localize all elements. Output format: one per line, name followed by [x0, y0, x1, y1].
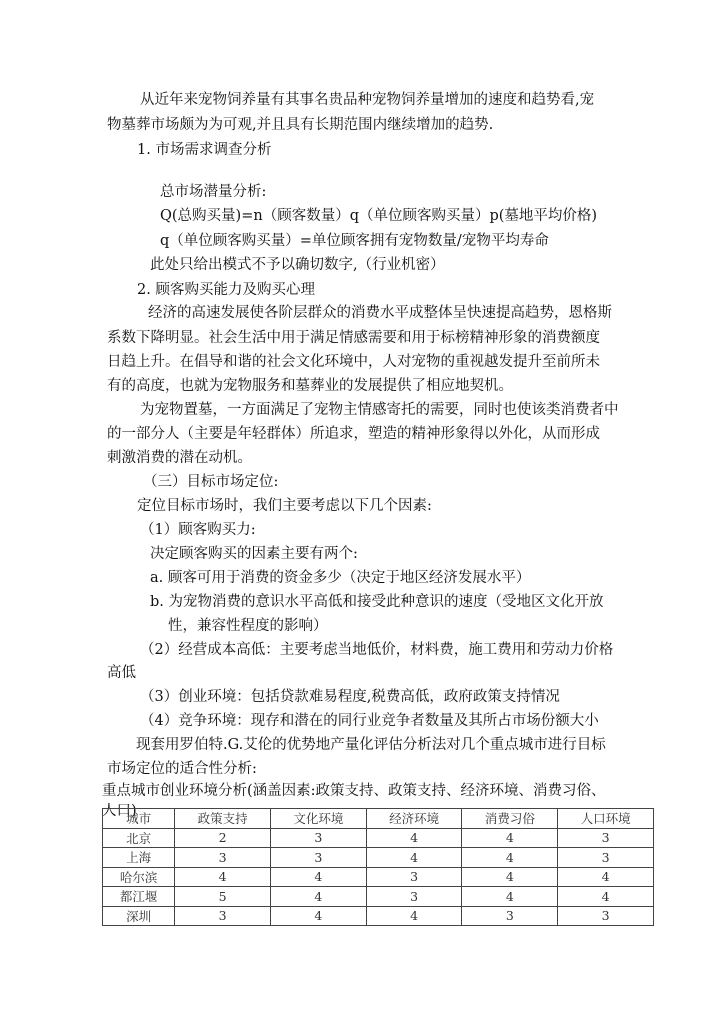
- table-cell: 2: [175, 828, 271, 848]
- table-row: [103, 887, 654, 907]
- header-cell: 城市: [103, 809, 175, 829]
- text-line: 经济的高速发展使各阶层群众的消费水平成整体呈快速提高趋势，恩格斯: [148, 305, 612, 321]
- table-cell: 4: [366, 906, 462, 926]
- text-line: 现套用罗伯特.G.艾伦的优势地产量化评估分析法对几个重点城市进行目标: [136, 737, 606, 753]
- text-line: 人口): [102, 803, 137, 819]
- header-cell: 消费习俗: [462, 809, 558, 829]
- text-line: 总市场潜量分析:: [160, 184, 267, 200]
- table-cell: 都江堰: [103, 887, 175, 907]
- table-cell: 4: [558, 867, 654, 887]
- table-cell: 3: [175, 848, 271, 868]
- text-line: 从近年来宠物饲养量有其事名贵品种宠物饲养量增加的速度和趋势看,宠: [140, 92, 595, 108]
- table-row: [103, 867, 654, 887]
- text-line: （3）创业环境：包括贷款难易程度,税费高低，政府政策支持情况: [140, 689, 560, 705]
- table-cell: 4: [271, 887, 367, 907]
- table-cell: 4: [462, 867, 558, 887]
- table-cell: 4: [366, 848, 462, 868]
- text-line: 1. 市场需求调查分析: [137, 142, 272, 158]
- table-cell: 哈尔滨: [103, 867, 175, 887]
- text-line: b. 为宠物消费的意识水平高低和接受此种意识的速度（受地区文化开放: [150, 594, 604, 610]
- table-cell: 4: [271, 906, 367, 926]
- text-line: 重点城市创业环境分析(涵盖因素:政策支持、政策支持、经济环境、消费习俗、: [102, 783, 606, 799]
- text-line: 2. 顾客购买能力及购买心理: [137, 282, 315, 298]
- text-line: （4）竞争环境：现存和潜在的同行业竞争者数量及其所占市场份额大小: [140, 713, 599, 729]
- table-cell: 3: [558, 906, 654, 926]
- table-cell: 4: [175, 867, 271, 887]
- text-line: 高低: [107, 665, 136, 681]
- text-line: 有的高度，也就为宠物服务和墓葬业的发展提供了相应地契机。: [107, 378, 513, 394]
- text-line: 刺激消费的潜在动机。: [107, 450, 252, 466]
- text-line: （1）顾客购买力:: [140, 522, 256, 538]
- text-line: 定位目标市场时，我们主要考虑以下几个因素:: [137, 498, 432, 514]
- table-cell: 3: [558, 828, 654, 848]
- table-cell: 5: [175, 887, 271, 907]
- table-cell: 3: [271, 848, 367, 868]
- text-line: 为宠物置墓，一方面满足了宠物主情感寄托的需要，同时也使该类消费者中: [140, 402, 619, 418]
- table-cell: 4: [366, 828, 462, 848]
- text-line: q（单位顾客购买量）=单位顾客拥有宠物数量/宠物平均寿命: [160, 233, 549, 249]
- table-cell: 3: [462, 906, 558, 926]
- header-cell: 人口环境: [558, 809, 654, 829]
- table-cell: 北京: [103, 828, 175, 848]
- table-cell: 上海: [103, 848, 175, 868]
- table-cell: 3: [558, 848, 654, 868]
- table-cell: 深圳: [103, 906, 175, 926]
- text-line: a. 顾客可用于消费的资金多少（决定于地区经济发展水平）: [150, 570, 531, 586]
- text-line: （2）经营成本高低：主要考虑当地低价，材料费，施工费用和劳动力价格: [140, 642, 614, 658]
- text-line: 性，兼容性程度的影响）: [168, 618, 328, 634]
- text-line: 系数下降明显。社会生活中用于满足情感需要和用于标榜精神形象的消费额度: [107, 330, 600, 346]
- text-line: 市场定位的适合性分析:: [107, 761, 257, 777]
- table-cell: 4: [558, 887, 654, 907]
- text-line: 日趋上升。在倡导和谐的社会文化环境中，人对宠物的重视越发提升至前所未: [107, 354, 600, 370]
- table-row: [103, 848, 654, 868]
- text-line: 物墓葬市场颇为为可观,并且具有长期范围内继续增加的趋势.: [107, 117, 494, 133]
- text-line: 此处只给出模式不予以确切数字,（行业机密）: [150, 257, 445, 273]
- table-row: [103, 828, 654, 848]
- table-cell: 3: [175, 906, 271, 926]
- table-cell: 3: [366, 887, 462, 907]
- table-row: [103, 906, 654, 926]
- table-cell: 4: [271, 867, 367, 887]
- header-cell: 政策支持: [175, 809, 271, 829]
- header-cell: 文化环境: [271, 809, 367, 829]
- text-line: 的一部分人（主要是年轻群体）所追求，塑造的精神形象得以外化，从而形成: [107, 426, 600, 442]
- table-cell: 4: [462, 828, 558, 848]
- table-header-row: [103, 809, 654, 829]
- text-line: 决定顾客购买的因素主要有两个:: [150, 546, 358, 562]
- table-cell: 4: [462, 848, 558, 868]
- table-cell: 4: [462, 887, 558, 907]
- city-environment-table: [102, 808, 654, 926]
- text-line: （三）目标市场定位:: [143, 474, 279, 490]
- header-cell: 经济环境: [366, 809, 462, 829]
- table-cell: 3: [366, 867, 462, 887]
- table-cell: 3: [271, 828, 367, 848]
- text-line: Q(总购买量)=n（顾客数量）q（单位顾客购买量）p(墓地平均价格): [160, 208, 598, 224]
